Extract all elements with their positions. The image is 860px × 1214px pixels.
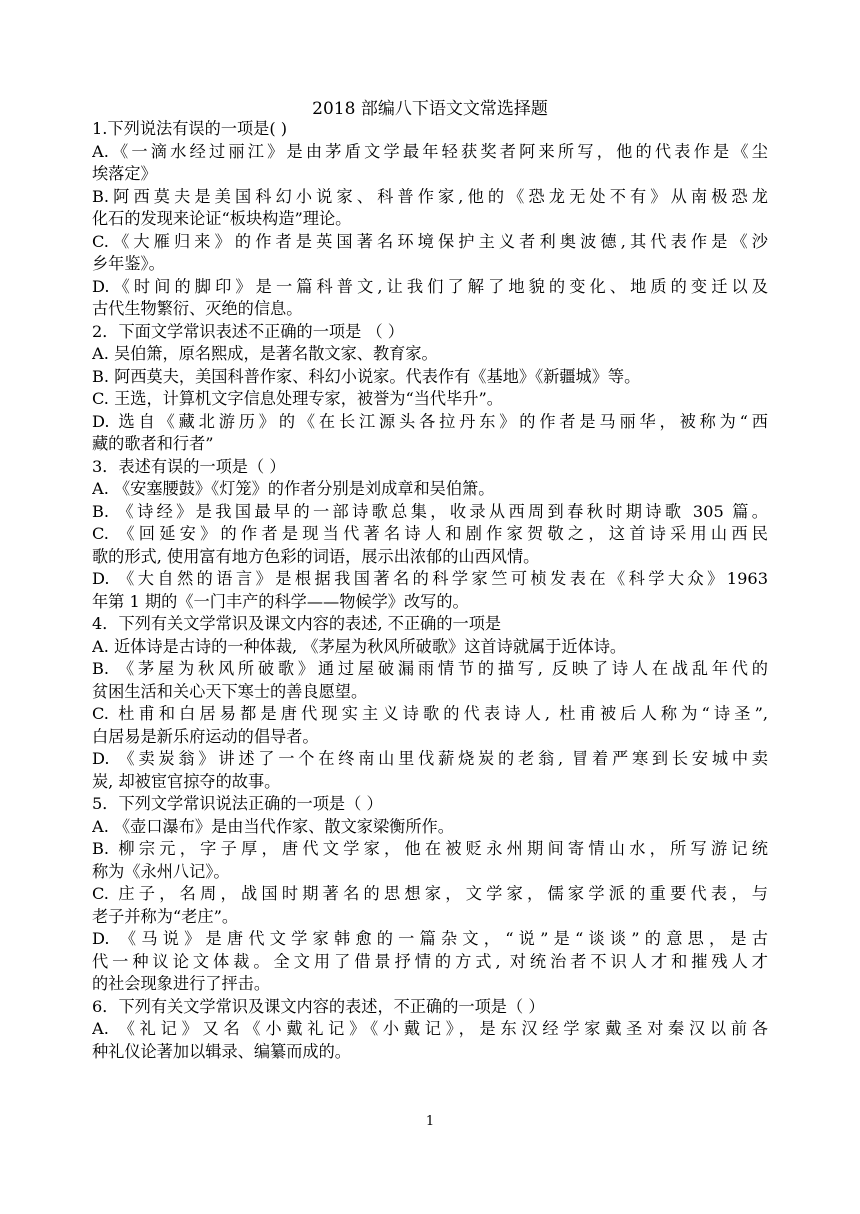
text-line: 藏的歌者和行者” bbox=[92, 434, 214, 453]
document-title: 2018 部编八下语文文常选择题 bbox=[312, 99, 548, 119]
text-line: A. 吴伯箫，原名熙成，是著名散文家、教育家。 bbox=[92, 344, 438, 363]
page-number: 1 bbox=[425, 1114, 435, 1129]
text-line: 化石的发现来论证“板块构造”理论。 bbox=[92, 209, 352, 228]
text-line: A. 《壶口瀑布》是由当代作家、散文家梁衡所作。 bbox=[92, 816, 454, 836]
text-line: 2．下面文学常识表述不正确的一项是 （ ） bbox=[92, 321, 404, 341]
text-line: 的社会现象进行了抨击。 bbox=[92, 974, 271, 993]
text-line: 3．表述有误的一项是（ ） bbox=[92, 456, 286, 476]
text-line: D. 选自《藏北游历》的《在长江源头各拉丹东》的作者是马丽华，被称为“西 bbox=[92, 411, 768, 431]
text-line: 5．下列文学常识说法正确的一项是（ ） bbox=[92, 794, 383, 813]
text-line: 古代生物繁衍、灭绝的信息。 bbox=[92, 299, 303, 318]
text-line: 歌的形式, 使用富有地方色彩的词语，展示出浓郁的山西风情。 bbox=[92, 546, 540, 566]
text-line: 4．下列有关文学常识及课文内容的表述, 不正确的一项是 bbox=[92, 614, 502, 633]
text-line: B.阿西莫夫是美国科幻小说家、科普作家,他的《恐龙无处不有》从南极恐龙 bbox=[92, 186, 768, 206]
text-line: A. 《安塞腰鼓》《灯笼》的作者分别是刘成章和吴伯箫。 bbox=[92, 479, 495, 498]
text-line: 代一种议论文体裁。全文用了借景抒情的方式, 对统治者不识人才和摧残人才 bbox=[92, 951, 768, 971]
text-line: 称为《永州八记》。 bbox=[92, 861, 230, 881]
text-line: C. 庄子，名周，战国时期著名的思想家，文学家，儒家学派的重要代表，与 bbox=[92, 884, 768, 903]
text-line: C. 王选，计算机文字信息处理专家，被誉为“当代毕升”。 bbox=[92, 389, 503, 408]
text-line: 乡年鉴》。 bbox=[92, 254, 165, 273]
text-line: 年第 1 期的《一门丰产的科学——物候学》改写的。 bbox=[92, 591, 469, 611]
text-line: A. 近体诗是古诗的一种体裁, 《茅屋为秋风所破歌》这首诗就属于近体诗。 bbox=[92, 636, 627, 656]
text-line: 6．下列有关文学常识及课文内容的表述，不正确的一项是（ ） bbox=[92, 996, 545, 1016]
text-line: C. 《回延安》的作者是现当代著名诗人和剧作家贺敬之，这首诗采用山西民 bbox=[92, 524, 768, 543]
text-line: 1.下列说法有误的一项是( ) bbox=[92, 119, 288, 138]
text-line: C.《大雁归来》的作者是英国著名环境保护主义者利奥波德,其代表作是《沙 bbox=[92, 231, 768, 251]
text-line: B. 《茅屋为秋风所破歌》通过屋破漏雨情节的描写, 反映了诗人在战乱年代的 bbox=[92, 659, 768, 678]
text-line: D.《时间的脚印》是一篇科普文,让我们了解了地貌的变化、地质的变迁以及 bbox=[92, 276, 768, 296]
text-line: B. 《诗经》是我国最早的一部诗歌总集，收录从西周到春秋时期诗歌 305 篇。 bbox=[92, 501, 768, 521]
text-line: B. 阿西莫夫，美国科普作家、科幻小说家。代表作有《基地》《新疆城》等。 bbox=[92, 366, 641, 386]
text-line: A.《一滴水经过丽江》是由茅盾文学最年轻获奖者阿来所写，他的代表作是《尘 bbox=[92, 141, 768, 161]
text-line: D. 《马说》是唐代文学家韩愈的一篇杂文，“说”是“谈谈”的意思，是古 bbox=[92, 929, 768, 948]
text-line: 埃落定》 bbox=[92, 164, 157, 183]
text-line: 种礼仪论著加以辑录、编纂而成的。 bbox=[92, 1041, 351, 1061]
text-line: D. 《卖炭翁》讲述了一个在终南山里伐薪烧炭的老翁, 冒着严寒到长安城中卖 bbox=[92, 749, 768, 768]
text-line: 白居易是新乐府运动的倡导者。 bbox=[92, 726, 319, 746]
text-line: C. 杜甫和白居易都是唐代现实主义诗歌的代表诗人, 杜甫被后人称为“诗圣”, bbox=[92, 704, 768, 723]
document-body bbox=[92, 118, 768, 1063]
text-line: 贫困生活和关心天下寒士的善良愿望。 bbox=[92, 681, 368, 701]
text-line: B. 柳宗元，字子厚，唐代文学家，他在被贬永州期间寄情山水，所写游记统 bbox=[92, 839, 768, 858]
text-line: A. 《礼记》又名《小戴礼记》《小戴记》，是东汉经学家戴圣对秦汉以前各 bbox=[92, 1019, 768, 1038]
text-line: 老子并称为“老庄”。 bbox=[92, 906, 239, 926]
text-line: D. 《大自然的语言》是根据我国著名的科学家竺可桢发表在《科学大众》1963 bbox=[92, 569, 768, 588]
text-line: 炭, 却被宦官掠夺的故事。 bbox=[92, 771, 281, 791]
